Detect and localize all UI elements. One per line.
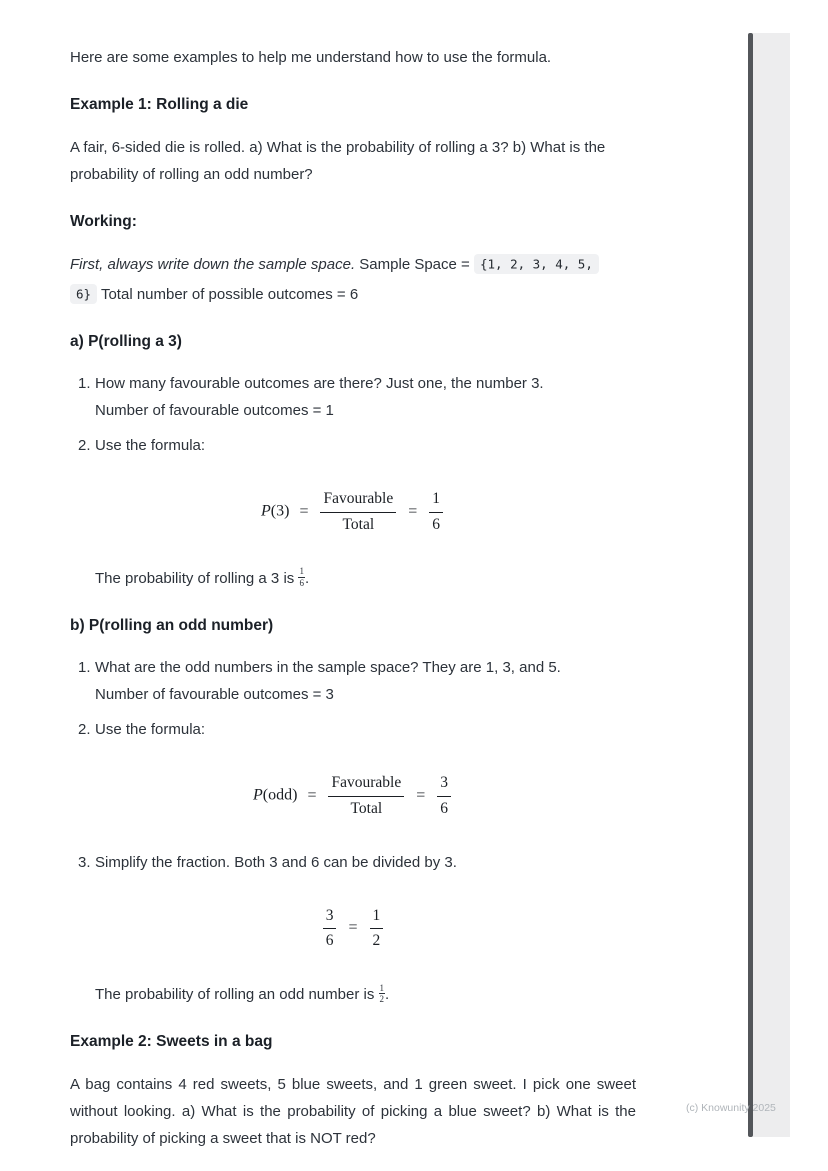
- part-b-steps: [70, 654, 636, 743]
- fraction: [368, 906, 386, 951]
- list-item-line: Use the formula:: [95, 721, 206, 739]
- example1-body: A fair, 6-sided die is rolled. a) What is the probability of rolling a 3? b) What is the probability of rolling an odd number?: [70, 138, 606, 183]
- result-suffix: .: [385, 986, 390, 1004]
- list-item: [70, 432, 636, 459]
- intro-text: Here are some examples to help me understand how to use the formula.: [70, 49, 552, 66]
- fraction-denominator: 2: [379, 994, 384, 1005]
- list-marker: 1.: [78, 375, 91, 393]
- sample-space-line-2: [70, 281, 636, 308]
- part-b-result: [70, 981, 636, 1008]
- list-marker: 1.: [78, 659, 91, 677]
- equals-sign: =: [416, 786, 426, 804]
- list-item-line: Number of favourable outcomes = 1: [95, 402, 334, 420]
- fraction-denominator: 2: [372, 931, 381, 949]
- list-item: [70, 370, 636, 424]
- list-item-line: Simplify the fraction. Both 3 and 6 can be divided by 3.: [95, 853, 457, 871]
- document-content: [70, 44, 636, 1169]
- math-function: P: [253, 786, 263, 804]
- equals-sign: =: [348, 919, 358, 937]
- working-heading: Working:: [70, 212, 137, 230]
- part-b-steps-continued: [70, 849, 636, 876]
- list-marker: 3.: [78, 853, 91, 871]
- scrollbar-thumb[interactable]: [748, 33, 753, 1137]
- part-b-heading: b) P(rolling an odd number): [70, 616, 274, 634]
- list-item: [70, 654, 636, 708]
- fraction-numerator: 1: [370, 906, 384, 929]
- sample-space-line-1: [70, 251, 636, 278]
- result-text: The probability of rolling a 3 is: [95, 569, 295, 587]
- list-marker: 2.: [78, 721, 91, 739]
- fraction-numerator: 3: [323, 906, 337, 929]
- list-item-text: [95, 370, 636, 424]
- fraction: [326, 773, 406, 818]
- list-item-line: Use the formula:: [95, 437, 206, 455]
- part-a-heading: a) P(rolling a 3): [70, 332, 182, 350]
- result-text: The probability of rolling an odd number is: [95, 986, 375, 1004]
- working-note-italic: First, always write down the sample space.: [70, 255, 356, 273]
- list-item-line: Number of favourable outcomes = 3: [95, 686, 334, 704]
- list-item-line: How many favourable outcomes are there? Just one, the number 3.: [95, 375, 544, 393]
- math-argument: (3): [270, 502, 290, 520]
- list-marker: 2.: [78, 437, 91, 455]
- formula-p-of-3: [70, 489, 636, 534]
- fraction: [435, 773, 453, 818]
- list-item-line: What are the odd numbers in the sample space? They are 1, 3, and 5.: [95, 659, 561, 677]
- math-argument: (odd): [262, 786, 298, 804]
- fraction-denominator: 6: [440, 799, 448, 817]
- equals-sign: =: [307, 786, 317, 804]
- part-a-result: [70, 565, 636, 592]
- example1-heading: Example 1: Rolling a die: [70, 96, 249, 113]
- math-function: P: [261, 502, 271, 520]
- fraction-denominator: Total: [342, 515, 375, 533]
- equals-sign: =: [408, 502, 418, 520]
- fraction-denominator: 6: [325, 931, 334, 949]
- example2-heading: Example 2: Sweets in a bag: [70, 1033, 273, 1051]
- sample-space-code-part2: 6}: [70, 284, 97, 304]
- fraction-denominator: 6: [432, 515, 440, 533]
- fraction-numerator: 1: [379, 982, 384, 993]
- fraction: [318, 489, 398, 534]
- fraction-numerator: Favourable: [320, 489, 396, 512]
- fraction-denominator: 6: [299, 577, 304, 588]
- list-item-text: [95, 432, 636, 459]
- example2-body: A bag contains 4 red sweets, 5 blue sweets, and 1 green sweet. I pick one sweet without looking. a) What is the probability of picking a blue sweet? b) What is the probability of picking a sweet that is NOT red?: [70, 1075, 636, 1147]
- formula-simplify: [70, 906, 636, 951]
- fraction-numerator: 3: [437, 773, 451, 796]
- result-suffix: .: [304, 569, 310, 587]
- fraction: [427, 489, 445, 534]
- list-item-text: [95, 849, 636, 876]
- fraction: [321, 906, 339, 951]
- list-item: [70, 849, 636, 876]
- fraction-numerator: 1: [429, 489, 443, 512]
- total-outcomes-text: Total number of possible outcomes = 6: [100, 285, 359, 303]
- scrollbar-track[interactable]: [753, 33, 790, 1137]
- fraction-numerator: 1: [299, 566, 304, 577]
- list-item-text: [95, 716, 636, 743]
- sample-space-code-part1: {1, 2, 3, 4, 5,: [474, 254, 599, 274]
- list-item-text: [95, 654, 636, 708]
- fraction-denominator: Total: [350, 799, 383, 817]
- part-a-steps: [70, 370, 636, 459]
- formula-p-of-odd: [70, 773, 636, 818]
- sample-space-label: Sample Space =: [359, 255, 470, 273]
- copyright-watermark: (c) Knowunity 2025: [686, 1102, 776, 1114]
- list-item: [70, 716, 636, 743]
- equals-sign: =: [299, 502, 309, 520]
- fraction-numerator: Favourable: [328, 773, 404, 796]
